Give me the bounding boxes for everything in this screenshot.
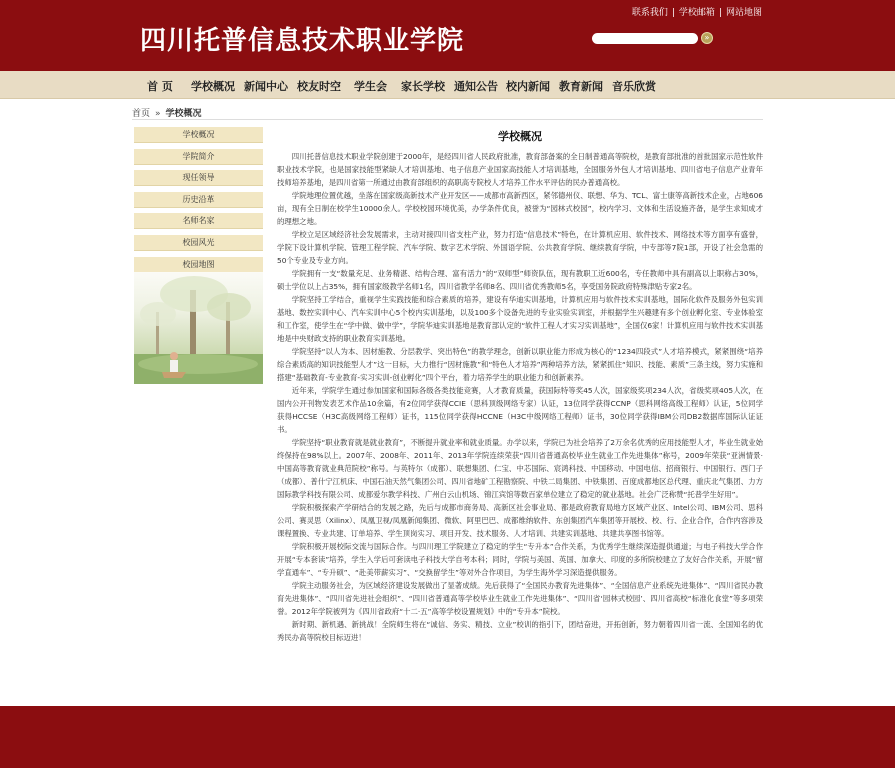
paragraph: 学院坚持“以人为本、因材施教、分层教学、突出特色”的教学理念，创新以职业能力形成为核心的“1234四段式”人才培养模式，紧紧围绕“培养综合素质高的知识技能型人才”这一目标，大力推行“因材施教”和“特色人才培养”两种培养方法，紧紧抓住“知识、技能、素质”三条主线，努力实施和搭建“基础教育-专业教育-实习实训-创业孵化”四个平台，着力培养学生的职业能力和创新素养。 xyxy=(277,347,763,382)
site-logo[interactable]: 四川托普信息技术职业学院 xyxy=(140,26,465,56)
breadcrumb-arrow-icon: » xyxy=(155,109,161,119)
search-button[interactable] xyxy=(701,32,713,44)
paragraph: 学校立足区域经济社会发展需求，主动对接四川省支柱产业，努力打造“信息技术”特色，在计算机应用、软件技术、网络技术等方面享有盛誉，学院下设计算机学院、管理工程学院、汽车学院、数字艺术学院、外国语学院、公共教育学院、继续教育学院，中专部等7院1部，开设了社会急需的50个专业及专业方向。 xyxy=(277,230,763,265)
paragraph: 近年来，学院学生通过参加国家和国际各级各类技能竞赛，人才教育质量，获国际特等奖45人次，国家级奖项234人次，省级奖项405人次，在国内公开刊物发表艺术作品10余篇，有2位同学获得CCIE（思科顶级网络专家）认证，13位同学获得CCNP（思科网络高级工程师）认证，5位同学获得HCCSE（H3C高级网络工程师）证书，115位同学获得HCCNE（H3C中级网络工程师）证书，30位同学获得IBM公司DB2数据库国际认证证书。 xyxy=(277,386,763,434)
paragraph: 学院坚持“职业教育就是就业教育”，不断提升就业率和就业质量。办学以来，学院已为社会培养了2万余名优秀的应用技能型人才，毕业生就业始终保持在98%以上。2007年、2008年、2011年、2013年学院连续荣获“四川省普通高校毕业生就业工作先进集体”称号，2009年荣获“亚洲情景·中国高等教育就业典范院校”称号。与英特尔（成都）、联想集团、仁宝、中芯国际、宸鸿科技、中国移动、中国电信、招商银行、中国银行、西门子（成都）、普什宁江机床、中国石油天然气集团公司、四川省地矿工程勘察院、中铁二局集团、中铁集团、百度成都地区总代理、重庆北气集团、力方国际教学科技有限公司、成都爱尔教学科技、广州白云山机场、锦江宾馆等数百家单位建立了稳定的就业基地。社会广泛称赞“托普学生好用”。 xyxy=(277,438,763,499)
nav-student-union[interactable]: 学生会 xyxy=(354,80,387,93)
separator: | xyxy=(671,8,675,18)
nav-education-news[interactable]: 教育新闻 xyxy=(559,80,603,93)
paragraph: 学院拥有一支“数量充足、业务精湛、结构合理、富有活力”的“双师型”师资队伍，现有教职工近600名，专任教师中具有副高以上职称占30%，硕士学位以上占35%，拥有国家级教学名师1名，四川省教学名师8名、四川省优秀教师5名，享受国务院政府特殊津贴专家2名。 xyxy=(277,269,763,291)
sidebar-item-history[interactable]: 历史沿革 xyxy=(134,192,263,208)
sidebar-item-leaders[interactable]: 现任领导 xyxy=(134,170,263,186)
contact-link[interactable]: 联系我们 xyxy=(631,8,668,18)
school-mail-link[interactable]: 学校邮箱 xyxy=(678,8,715,18)
nav-home[interactable]: 首 页 xyxy=(147,80,173,93)
separator: | xyxy=(718,8,722,18)
nav-alumni[interactable]: 校友时空 xyxy=(297,80,341,93)
nav-campus-news[interactable]: 校内新闻 xyxy=(506,80,550,93)
paragraph: 学院主动服务社会，为区域经济建设发展做出了显著成绩。先后获得了“全国民办教育先进集体”、“全国信息产业系统先进集体”、“四川省民办教育先进集体”、“四川省先进社会组织”、“四川省普通高等学校毕业生就业工作先进集体”、“四川省‘园林式校园’、四川省高校“标准化食堂”等多项荣誉。2012年学院被列为《四川省政府“十二·五”高等学校设置规划》中的“专升本”院校。 xyxy=(277,581,763,616)
paragraph: 学院地理位置优越，坐落在国家级高新技术产业开发区——成都市高新西区，紧邻德州仪、联想、华为、TCL、富士康等高新技术企业，占地606亩，现有全日制在校学生10000余人。学校校园环境优美，办学条件优良，被誉为“园林式校园”，校内学习、文体和生活设施齐备，是学生求知成才的理想之地。 xyxy=(277,191,763,226)
search-input[interactable] xyxy=(592,33,698,44)
paragraph: 学院积极开展校际交流与国际合作。与四川理工学院建立了稳定的学生“专升本”合作关系，为优秀学生继续深造提供通道；与电子科技大学合作开展“专本套读”培养，学生入学后可套读电子科技大学自考本科；同时，学院与美国、英国、加拿大、印度的多所院校建立了友好合作关系，开展“留学直通车”、“专升硕”、“赴美带薪实习”、“交换留学生”等对外合作项目，为学生海外学习深造提供服务。 xyxy=(277,542,763,577)
breadcrumb xyxy=(132,106,202,119)
paragraph: 学院坚持工学结合，重视学生实践技能和综合素质的培养，建设有华迪实训基地，计算机应用与软件技术实训基地，国际化软件及服务外包实训基地、数控实训中心、汽车实训中心5个校内实训基地，以及100多个设备先进的专业实验实训室，并根据学生兴趣建有多个创业孵化室、专业体验室和工作室，使学生在“学中做、做中学”，学院华迪实训基地是教育部认定的“软件工程人才实习实训基地”，全国仅6家！计算机应用与软件技术实训基地是中央财政支持的职业教育实训基地。 xyxy=(277,295,763,343)
site-header xyxy=(0,0,895,71)
nav-music[interactable]: 音乐欣赏 xyxy=(612,80,656,93)
paragraph: 四川托普信息技术职业学院创建于2000年，是经四川省人民政府批准，教育部备案的全日制普通高等院校，是教育部批准的首批国家示范性软件职业技术学院，也是国家技能型紧缺人才培训基地、电子信息产业国家高技能人才培训基地，全国服务外包人才培训基地、四川省电子信息产业青年技师培养基地，是四川省第一所通过由教育部组织的高职高专院校人才培养工作水平评估的民办普通高校。 xyxy=(277,152,763,187)
page-title: 学校概况 xyxy=(498,130,542,143)
nav-notices[interactable]: 通知公告 xyxy=(454,80,498,93)
sitemap-link[interactable]: 网站地图 xyxy=(725,8,762,18)
campus-photo xyxy=(134,272,263,384)
site-footer xyxy=(0,706,895,768)
search-icon: » xyxy=(704,33,710,42)
campus-photo-illustration xyxy=(134,272,263,384)
breadcrumb-current: 学校概况 xyxy=(165,109,202,119)
breadcrumb-home[interactable]: 首页 xyxy=(132,109,151,119)
nav-school-overview[interactable]: 学校概况 xyxy=(191,80,235,93)
nav-news-center[interactable]: 新闻中心 xyxy=(244,80,288,93)
search-box xyxy=(592,32,712,46)
sidebar-item-intro[interactable]: 学院简介 xyxy=(134,149,263,165)
sidebar-item-overview[interactable]: 学校概况 xyxy=(134,127,263,143)
main-content xyxy=(277,128,763,644)
nav-parent-school[interactable]: 家长学校 xyxy=(401,80,445,93)
sidebar-item-map[interactable]: 校园地图 xyxy=(134,257,263,273)
breadcrumb-divider xyxy=(132,119,763,120)
paragraph: 新时期、新机遇、新挑战！全院师生将在“诚信、务实、精技、立业”校训的指引下，团结奋进，开拓创新，努力朝着四川省一流、全国知名的优秀民办高等院校目标迈进！ xyxy=(277,620,763,642)
sidebar-item-scenery[interactable]: 校园风光 xyxy=(134,235,263,251)
paragraph: 学院积极探索产学研结合的发展之路，先后与成都市商务局、高新区社会事业局、都是政府教育局地方区域产业区、Intel公司、IBM公司、思科公司、赛灵思（Xilinx）、凤凰卫视/凤凰新闻集团、微软、阿里巴巴、成都维纳软件、东创集团汽车集团等开展校、校、行、企业合作，合作内容涉及课程置换、专业共建、订单培养、学生顶岗实习、项目开发、技术服务、人才培训、共建实训基地、共建共享图书馆等。 xyxy=(277,503,763,538)
main-nav xyxy=(0,71,895,99)
sidebar-item-teachers[interactable]: 名师名家 xyxy=(134,213,263,229)
sidebar-menu xyxy=(134,127,263,278)
top-links xyxy=(632,5,762,18)
